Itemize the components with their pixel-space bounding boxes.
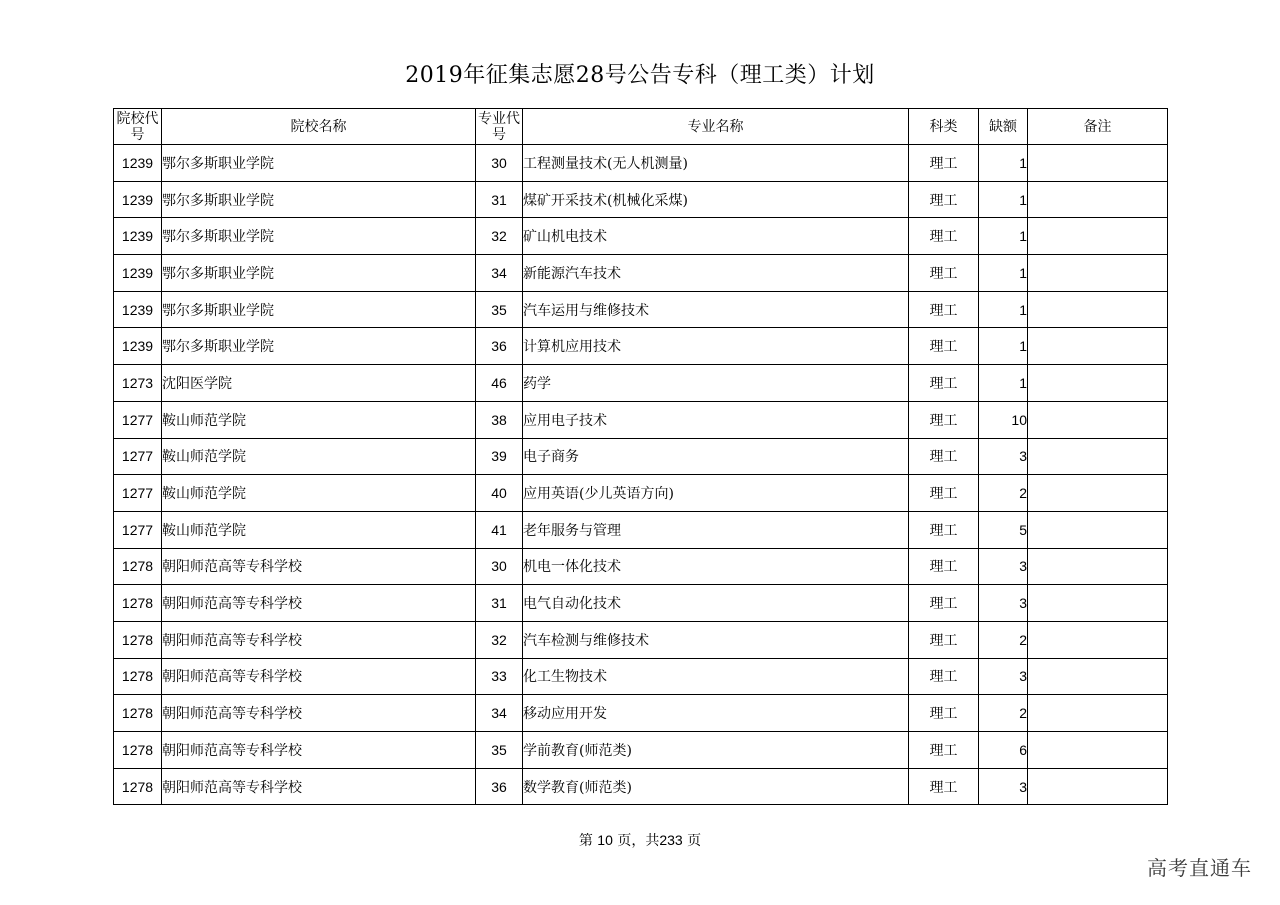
cell-school-code: 1239 bbox=[114, 181, 162, 218]
cell-vacancies: 1 bbox=[979, 145, 1028, 182]
cell-major-code: 34 bbox=[476, 695, 523, 732]
header-major-name: 专业名称 bbox=[523, 109, 909, 145]
header-school-name: 院校名称 bbox=[162, 109, 476, 145]
cell-school-code: 1278 bbox=[114, 585, 162, 622]
table-row bbox=[114, 768, 1168, 805]
cell-vacancies: 5 bbox=[979, 511, 1028, 548]
cell-school-code: 1239 bbox=[114, 145, 162, 182]
cell-major-name: 药学 bbox=[523, 365, 909, 402]
table-row bbox=[114, 218, 1168, 255]
cell-category: 理工 bbox=[909, 732, 979, 769]
cell-vacancies: 1 bbox=[979, 255, 1028, 292]
cell-category: 理工 bbox=[909, 475, 979, 512]
cell-category: 理工 bbox=[909, 401, 979, 438]
cell-major-code: 30 bbox=[476, 145, 523, 182]
header-major-code: 专业代号 bbox=[476, 109, 523, 145]
cell-remarks bbox=[1028, 475, 1168, 512]
cell-school-name: 鄂尔多斯职业学院 bbox=[162, 255, 476, 292]
page-footer bbox=[0, 830, 1280, 850]
cell-remarks bbox=[1028, 328, 1168, 365]
cell-school-name: 沈阳医学院 bbox=[162, 365, 476, 402]
cell-category: 理工 bbox=[909, 328, 979, 365]
cell-remarks bbox=[1028, 585, 1168, 622]
cell-major-name: 应用英语(少儿英语方向) bbox=[523, 475, 909, 512]
cell-category: 理工 bbox=[909, 695, 979, 732]
cell-major-code: 40 bbox=[476, 475, 523, 512]
cell-school-code: 1277 bbox=[114, 511, 162, 548]
cell-category: 理工 bbox=[909, 548, 979, 585]
footer-prefix: 第 bbox=[578, 833, 593, 849]
header-category: 科类 bbox=[909, 109, 979, 145]
cell-category: 理工 bbox=[909, 585, 979, 622]
cell-vacancies: 3 bbox=[979, 585, 1028, 622]
cell-school-code: 1278 bbox=[114, 768, 162, 805]
cell-major-code: 36 bbox=[476, 768, 523, 805]
table-row bbox=[114, 291, 1168, 328]
cell-school-name: 朝阳师范高等专科学校 bbox=[162, 695, 476, 732]
table-row bbox=[114, 658, 1168, 695]
cell-major-name: 计算机应用技术 bbox=[523, 328, 909, 365]
cell-major-code: 35 bbox=[476, 291, 523, 328]
cell-category: 理工 bbox=[909, 511, 979, 548]
cell-major-code: 35 bbox=[476, 732, 523, 769]
cell-remarks bbox=[1028, 365, 1168, 402]
cell-vacancies: 3 bbox=[979, 658, 1028, 695]
table-row bbox=[114, 401, 1168, 438]
cell-school-code: 1239 bbox=[114, 255, 162, 292]
cell-remarks bbox=[1028, 401, 1168, 438]
watermark-text: 高考直通车 bbox=[1147, 856, 1252, 880]
cell-school-code: 1278 bbox=[114, 658, 162, 695]
cell-school-name: 鄂尔多斯职业学院 bbox=[162, 218, 476, 255]
cell-major-name: 机电一体化技术 bbox=[523, 548, 909, 585]
cell-major-code: 38 bbox=[476, 401, 523, 438]
table-row bbox=[114, 695, 1168, 732]
cell-major-name: 电气自动化技术 bbox=[523, 585, 909, 622]
cell-remarks bbox=[1028, 511, 1168, 548]
cell-major-code: 41 bbox=[476, 511, 523, 548]
cell-school-code: 1278 bbox=[114, 621, 162, 658]
cell-major-name: 学前教育(师范类) bbox=[523, 732, 909, 769]
document-title: 2019年征集志愿28号公告专科（理工类）计划 bbox=[405, 63, 875, 88]
cell-major-name: 应用电子技术 bbox=[523, 401, 909, 438]
cell-category: 理工 bbox=[909, 438, 979, 475]
cell-school-name: 鄂尔多斯职业学院 bbox=[162, 291, 476, 328]
cell-vacancies: 10 bbox=[979, 401, 1028, 438]
cell-category: 理工 bbox=[909, 658, 979, 695]
cell-category: 理工 bbox=[909, 255, 979, 292]
cell-school-name: 朝阳师范高等专科学校 bbox=[162, 585, 476, 622]
cell-vacancies: 3 bbox=[979, 548, 1028, 585]
table-row bbox=[114, 732, 1168, 769]
cell-remarks bbox=[1028, 732, 1168, 769]
cell-vacancies: 3 bbox=[979, 438, 1028, 475]
footer-page-number: 10 bbox=[597, 832, 613, 848]
cell-remarks bbox=[1028, 658, 1168, 695]
cell-remarks bbox=[1028, 548, 1168, 585]
header-vacancies: 缺额 bbox=[979, 109, 1028, 145]
cell-vacancies: 2 bbox=[979, 475, 1028, 512]
cell-school-name: 朝阳师范高等专科学校 bbox=[162, 768, 476, 805]
cell-school-code: 1277 bbox=[114, 438, 162, 475]
cell-major-name: 工程测量技术(无人机测量) bbox=[523, 145, 909, 182]
cell-major-name: 移动应用开发 bbox=[523, 695, 909, 732]
cell-remarks bbox=[1028, 695, 1168, 732]
cell-remarks bbox=[1028, 438, 1168, 475]
cell-major-name: 矿山机电技术 bbox=[523, 218, 909, 255]
cell-vacancies: 1 bbox=[979, 328, 1028, 365]
cell-school-code: 1273 bbox=[114, 365, 162, 402]
cell-major-code: 30 bbox=[476, 548, 523, 585]
cell-vacancies: 3 bbox=[979, 768, 1028, 805]
cell-remarks bbox=[1028, 181, 1168, 218]
cell-major-code: 33 bbox=[476, 658, 523, 695]
table-row bbox=[114, 328, 1168, 365]
cell-category: 理工 bbox=[909, 145, 979, 182]
cell-major-code: 39 bbox=[476, 438, 523, 475]
cell-remarks bbox=[1028, 255, 1168, 292]
cell-school-name: 朝阳师范高等专科学校 bbox=[162, 658, 476, 695]
cell-school-name: 朝阳师范高等专科学校 bbox=[162, 621, 476, 658]
cell-vacancies: 1 bbox=[979, 291, 1028, 328]
cell-remarks bbox=[1028, 768, 1168, 805]
header-remarks: 备注 bbox=[1028, 109, 1168, 145]
cell-major-code: 31 bbox=[476, 181, 523, 218]
table-row bbox=[114, 585, 1168, 622]
cell-major-code: 36 bbox=[476, 328, 523, 365]
cell-school-code: 1277 bbox=[114, 401, 162, 438]
cell-school-name: 鞍山师范学院 bbox=[162, 511, 476, 548]
cell-major-name: 数学教育(师范类) bbox=[523, 768, 909, 805]
cell-school-name: 朝阳师范高等专科学校 bbox=[162, 732, 476, 769]
cell-category: 理工 bbox=[909, 768, 979, 805]
cell-school-code: 1278 bbox=[114, 548, 162, 585]
cell-vacancies: 2 bbox=[979, 621, 1028, 658]
table-row bbox=[114, 548, 1168, 585]
cell-school-name: 朝阳师范高等专科学校 bbox=[162, 548, 476, 585]
cell-major-code: 31 bbox=[476, 585, 523, 622]
footer-suffix: 页 bbox=[687, 833, 702, 849]
cell-vacancies: 6 bbox=[979, 732, 1028, 769]
cell-remarks bbox=[1028, 218, 1168, 255]
cell-major-code: 34 bbox=[476, 255, 523, 292]
table-body bbox=[114, 145, 1168, 805]
cell-major-name: 汽车检测与维修技术 bbox=[523, 621, 909, 658]
cell-school-name: 鄂尔多斯职业学院 bbox=[162, 328, 476, 365]
cell-school-name: 鞍山师范学院 bbox=[162, 438, 476, 475]
cell-school-code: 1277 bbox=[114, 475, 162, 512]
cell-vacancies: 2 bbox=[979, 695, 1028, 732]
cell-major-name: 老年服务与管理 bbox=[523, 511, 909, 548]
header-school-code: 院校代号 bbox=[114, 109, 162, 145]
cell-school-code: 1278 bbox=[114, 695, 162, 732]
cell-category: 理工 bbox=[909, 218, 979, 255]
cell-school-name: 鄂尔多斯职业学院 bbox=[162, 145, 476, 182]
table-row bbox=[114, 511, 1168, 548]
cell-category: 理工 bbox=[909, 181, 979, 218]
table-row bbox=[114, 181, 1168, 218]
cell-major-name: 新能源汽车技术 bbox=[523, 255, 909, 292]
cell-major-name: 煤矿开采技术(机械化采煤) bbox=[523, 181, 909, 218]
cell-remarks bbox=[1028, 621, 1168, 658]
cell-vacancies: 1 bbox=[979, 365, 1028, 402]
table-row bbox=[114, 255, 1168, 292]
cell-school-code: 1239 bbox=[114, 291, 162, 328]
cell-major-name: 汽车运用与维修技术 bbox=[523, 291, 909, 328]
table-row bbox=[114, 365, 1168, 402]
cell-major-code: 32 bbox=[476, 621, 523, 658]
admission-plan-table bbox=[113, 108, 1168, 805]
table-row bbox=[114, 475, 1168, 512]
cell-remarks bbox=[1028, 291, 1168, 328]
cell-school-code: 1239 bbox=[114, 218, 162, 255]
cell-major-name: 化工生物技术 bbox=[523, 658, 909, 695]
cell-remarks bbox=[1028, 145, 1168, 182]
cell-school-code: 1239 bbox=[114, 328, 162, 365]
table-header-row bbox=[114, 109, 1168, 145]
cell-school-name: 鄂尔多斯职业学院 bbox=[162, 181, 476, 218]
cell-major-name: 电子商务 bbox=[523, 438, 909, 475]
table-row bbox=[114, 621, 1168, 658]
footer-total-pages: 233 bbox=[659, 832, 683, 848]
cell-school-name: 鞍山师范学院 bbox=[162, 401, 476, 438]
footer-middle: 页，共 bbox=[617, 833, 660, 849]
table-row bbox=[114, 145, 1168, 182]
cell-major-code: 46 bbox=[476, 365, 523, 402]
cell-category: 理工 bbox=[909, 291, 979, 328]
cell-major-code: 32 bbox=[476, 218, 523, 255]
cell-vacancies: 1 bbox=[979, 218, 1028, 255]
cell-school-code: 1278 bbox=[114, 732, 162, 769]
cell-school-name: 鞍山师范学院 bbox=[162, 475, 476, 512]
cell-vacancies: 1 bbox=[979, 181, 1028, 218]
cell-category: 理工 bbox=[909, 621, 979, 658]
table-row bbox=[114, 438, 1168, 475]
cell-category: 理工 bbox=[909, 365, 979, 402]
